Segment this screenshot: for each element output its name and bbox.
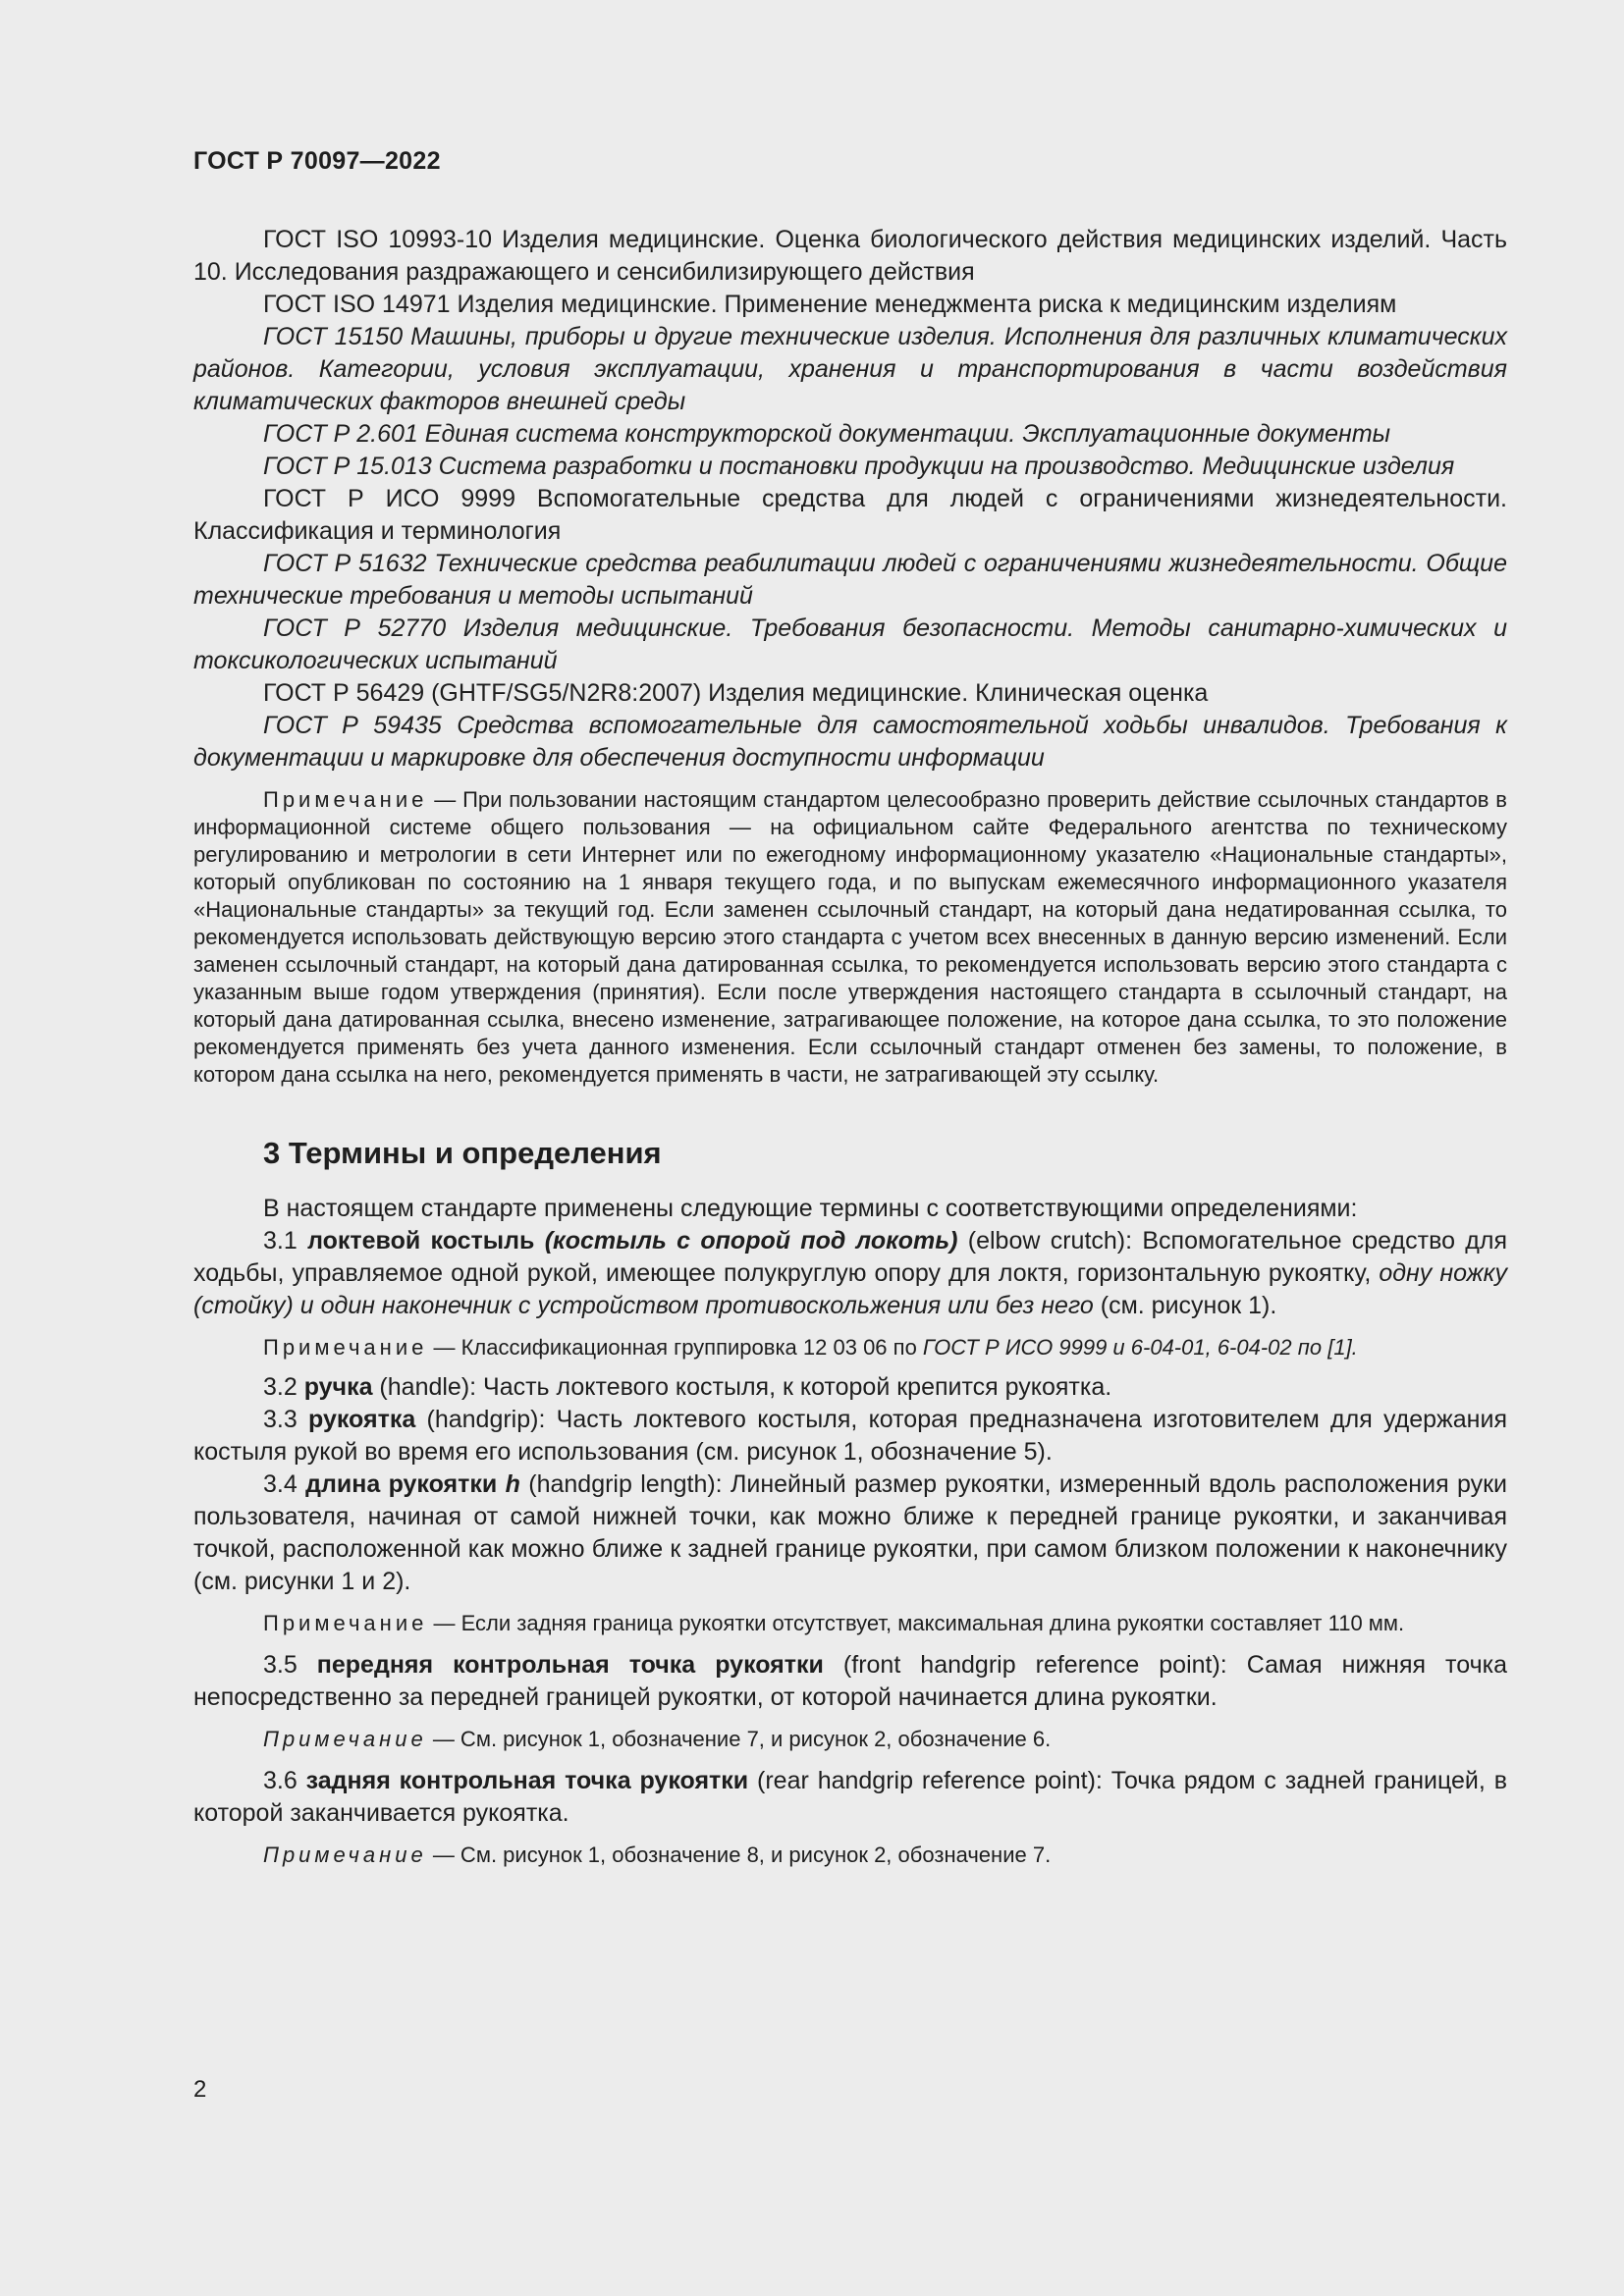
term-definition-3-4 [193,1468,1507,1598]
term-name: передняя контрольная точка рукоятки [316,1651,824,1679]
term-definition-3-2 [193,1371,1507,1404]
term-definition-3-3 [193,1404,1507,1468]
term-definition-3-5 [193,1649,1507,1714]
note-text: — При пользовании настоящим стандартом целесообразно проверить действие ссылочных стандартов в информационной системе общего пользования — на официальном сайте Федерального агентства по техническому регулированию и метрологии в сети Интернет или по ежегодному информационному указателю «Национальные стандарты», который опубликован по состоянию на 1 января текущего года, и по выпускам ежемесячного информационного указателя «Национальные стандарты» за текущий год. Если заменен ссылочный стандарт, на который дана недатированная ссылка, то рекомендуется использовать действующую версию этого стандарта с учетом всех внесенных в данную версию изменений. Если заменен ссылочный стандарт, на который дана датированная ссылка, то рекомендуется использовать версию этого стандарта с указанным выше годом утверждения (принятия). Если после утверждения настоящего стандарта в ссылочный стандарт, на который дана датированная ссылка, внесено изменение, затрагивающее положение, на которое дана ссылка, то это положение рекомендуется применять без учета данного изменения. Если ссылочный стандарт отменен без замены, то положение, в котором дана ссылка на него, рекомендуется применять в части, не затрагивающей эту ссылку. [193,787,1507,1087]
reference-item: ГОСТ ISO 14971 Изделия медицинские. Применение менеджмента риска к медицинским изделиям [263,291,1397,318]
section-title: 3 Термины и определения [263,1136,662,1170]
note-label: Примечание [263,1842,427,1867]
term-number: 3.2 [263,1373,304,1401]
note-label: Примечание [263,1727,427,1751]
reference-item: ГОСТ ISO 10993-10 Изделия медицинские. Оценка биологического действия медицинских изделий. Часть 10. Исследования раздражающего и сенсибилизирующего действия [193,226,1507,286]
term-english: (elbow crutch): [957,1227,1143,1255]
note-text-italic: ГОСТ Р ИСО 9999 и 6-04-01, 6-04-02 по [1]. [922,1335,1358,1360]
term-number: 3.6 [263,1767,306,1794]
reference-note [193,786,1507,1089]
reference-item: ГОСТ Р 52770 Изделия медицинские. Требования безопасности. Методы санитарно-химических и токсикологических испытаний [193,614,1507,674]
term-definition-3-6 [193,1765,1507,1830]
term-definition-3-1 [193,1225,1507,1322]
term-number: 3.4 [263,1470,306,1498]
reference-item: ГОСТ Р 59435 Средства вспомогательные для самостоятельной ходьбы инвалидов. Требования к документации и маркировке для обеспечения доступности информации [193,712,1507,772]
term-definition-text: (handle): Часть локтевого костыля, к которой крепится рукоятка. [372,1373,1112,1401]
reference-item: ГОСТ Р ИСО 9999 Вспомогательные средства для людей с ограничениями жизнедеятельности. Классификация и терминология [193,485,1507,545]
page-number: 2 [193,2076,207,2103]
term-definition-text: (front handgrip reference point): Самая нижняя точка непосредственно за передней границей рукоятки, от которой начинается длина рукоятки. [193,1651,1507,1711]
term-name: длина рукоятки [305,1470,506,1498]
note-3-6 [193,1842,1507,1869]
term-alternative: (костыль с опорой под локоть) [544,1227,958,1255]
reference-item: ГОСТ 15150 Машины, приборы и другие технические изделия. Исполнения для различных климатических районов. Категории, условия эксплуатации, хранения и транспортирования в части воздействия климатических факторов внешней среды [193,323,1507,415]
term-number: 3.5 [263,1651,317,1679]
note-text: — См. рисунок 1, обозначение 8, и рисунок 2, обозначение 7. [426,1842,1052,1867]
term-definition-text: Вспомогательное средство для ходьбы, управляемое одной рукой, имеющее полукруглую опору для локтя, горизонтальную рукоятку, [193,1227,1507,1287]
term-definition-text: (handgrip length): Линейный размер рукоятки, измеренный вдоль расположения руки пользователя, начиная от самой нижней точки, как можно ближе к передней границе рукоятки, и заканчивая точкой, расположенной как можно ближе к задней границе рукоятки, при самом близком положении к наконечнику (см. рисунки 1 и 2). [193,1470,1507,1595]
term-name: задняя контрольная точка рукоятки [305,1767,749,1794]
note-text: — Классификационная группировка 12 03 06 по [427,1335,923,1360]
note-label: Примечание [263,787,428,812]
reference-item: ГОСТ Р 2.601 Единая система конструкторской документации. Эксплуатационные документы [263,420,1391,448]
term-name: рукоятка [308,1406,416,1433]
note-3-4 [193,1610,1507,1637]
note-text: — Если задняя граница рукоятки отсутствует, максимальная длина рукоятки составляет 110 мм. [427,1611,1405,1635]
note-3-5 [193,1726,1507,1753]
reference-item: ГОСТ Р 56429 (GHTF/SG5/N2R8:2007) Изделия медицинские. Клиническая оценка [263,679,1209,707]
note-label: Примечание [263,1335,428,1360]
term-definition-italic: одну ножку (стойку) и один наконечник с устройством противоскольжения или без него [193,1259,1507,1319]
reference-item: ГОСТ Р 51632 Технические средства реабилитации людей с ограничениями жизнедеятельности. Общие технические требования и методы испытаний [193,550,1507,610]
section-intro: В настоящем стандарте применены следующие термины с соответствующими определениями: [263,1195,1358,1222]
term-definition-text: (handgrip): Часть локтевого костыля, которая предназначена изготовителем для удержания костыля рукой во время его использования (см. рисунок 1, обозначение 5). [193,1406,1507,1466]
page-content [193,224,1507,1869]
term-definition-text: (см. рисунок 1). [1093,1292,1277,1319]
note-text: — См. рисунок 1, обозначение 7, и рисунок 2, обозначение 6. [426,1727,1052,1751]
term-name: ручка [303,1373,373,1401]
reference-item: ГОСТ Р 15.013 Система разработки и постановки продукции на производство. Медицинские изделия [263,453,1455,480]
note-3-1 [193,1334,1507,1362]
term-number: 3.3 [263,1406,309,1433]
term-symbol: h [505,1470,520,1498]
term-definition-text: (rear handgrip reference point): Точка рядом с задней границей, в которой заканчивается рукоятка. [193,1767,1508,1827]
term-number: 3.1 [263,1227,308,1255]
document-header: ГОСТ Р 70097—2022 [193,147,441,175]
note-label: Примечание [263,1611,428,1635]
term-name: локтевой костыль [307,1227,535,1255]
